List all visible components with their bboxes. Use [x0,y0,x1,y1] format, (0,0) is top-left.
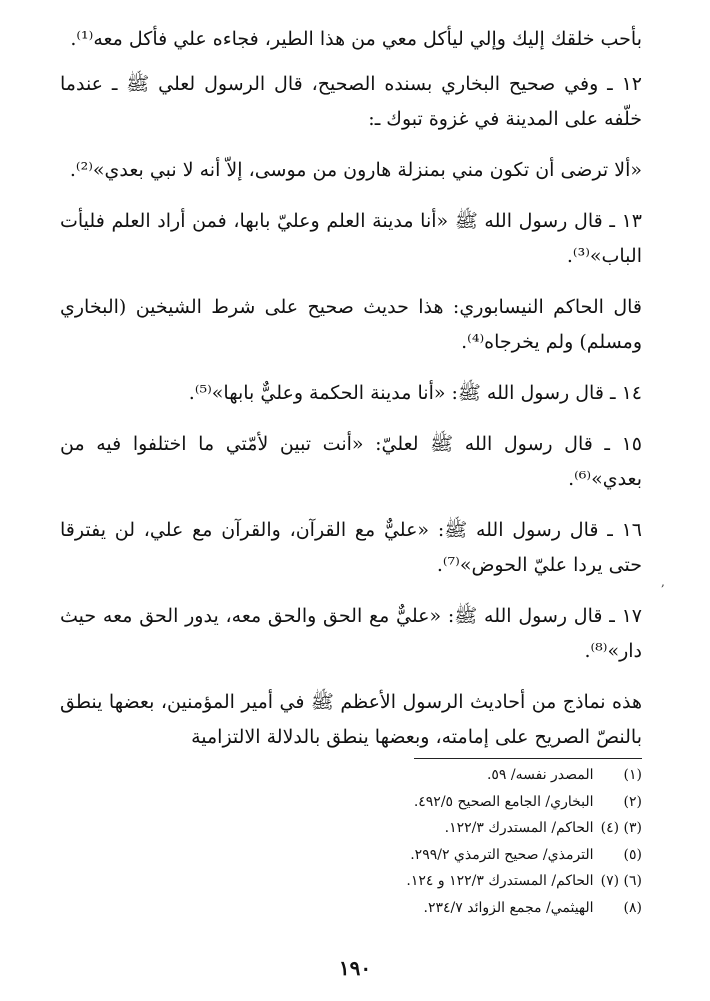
stray-mark: , [661,575,665,589]
paragraph: ١٧ ـ قال رسول الله ﷺ: «عليٌّ مع الحق والحق معه، يدور الحق معه حيث دار»⁽⁸⁾. [60,605,642,662]
footnote-number: (٢) [623,793,642,810]
footnote-text: البخاري/ الجامع الصحيح ٤٩٢/٥. [413,793,594,810]
footnote-divider [414,758,642,759]
footnote-number: (٣) (٤) [600,820,642,836]
main-text [60,22,642,771]
footnote-text: الحاكم/ المستدرك ١٢٢/٣. [444,820,594,836]
paragraph: قال الحاكم النيسابوري: هذا حديث صحيح على شرط الشيخين (البخاري ومسلم) ولم يخرجاه⁽⁴⁾. [60,296,642,353]
paragraph: ١٤ ـ قال رسول الله ﷺ: «أنا مدينة الحكمة وعليٌّ بابها»⁽⁵⁾. [188,382,642,404]
footnote [60,762,642,789]
paragraph: ١٣ ـ قال رسول الله ﷺ «أنا مدينة العلم وعليّ بابها، فمن أراد العلم فليأت الباب»⁽³⁾. [60,210,642,267]
paragraph: هذه نماذج من أحاديث الرسول الأعظم ﷺ في أمير المؤمنين، بعضها ينطق بالنصّ الصريح على إمامته، وبعضها ينطق بالدلالة الالتزامية [60,691,642,748]
footnote-number: (٨) [623,899,642,916]
footnote-number: (١) [623,767,642,783]
footnote-text: المصدر نفسه/ ٥٩. [486,767,594,783]
paragraph: بأحب خلقك إليك وإلي ليأكل معي من هذا الطير، فجاءه علي فأكل معه⁽¹⁾. [70,28,642,50]
footnote [60,868,642,895]
footnote [60,842,642,869]
footnote-text: الحاكم/ المستدرك ١٢٢/٣ و ١٢٤. [406,873,594,889]
footnote-number: (٦) (٧) [600,873,642,889]
page-number: ١٩٠ [338,956,372,980]
footnote-text: الهيثمي/ مجمع الزوائد ٢٣٤/٧. [423,899,594,916]
paragraph: «ألا ترضى أن تكون مني بمنزلة هارون من موسى، إلاّ أنه لا نبي بعدي»⁽²⁾. [69,159,642,181]
paragraph: ١٦ ـ قال رسول الله ﷺ: «عليٌّ مع القرآن، والقرآن مع علي، لن يفترقا حتى يردا عليّ الحوض»⁽⁷⁾. [60,519,642,576]
paragraph: ١٥ ـ قال رسول الله ﷺ لعليّ: «أنت تبين لأمّتي ما اختلفوا فيه من بعدي»⁽⁶⁾. [60,433,642,490]
footnotes [60,762,642,921]
footnote-text: الترمذي/ صحيح الترمذي ٢٩٩/٢. [410,846,594,863]
footnote-number: (٥) [623,846,642,863]
footnote [60,895,642,922]
footnote [60,789,642,816]
paragraph: ١٢ ـ وفي صحيح البخاري بسنده الصحيح، قال الرسول لعلي ﷺ ـ عندما خلّفه على المدينة في غزوة تبوك ـ: [60,73,642,130]
footnote [60,815,642,842]
